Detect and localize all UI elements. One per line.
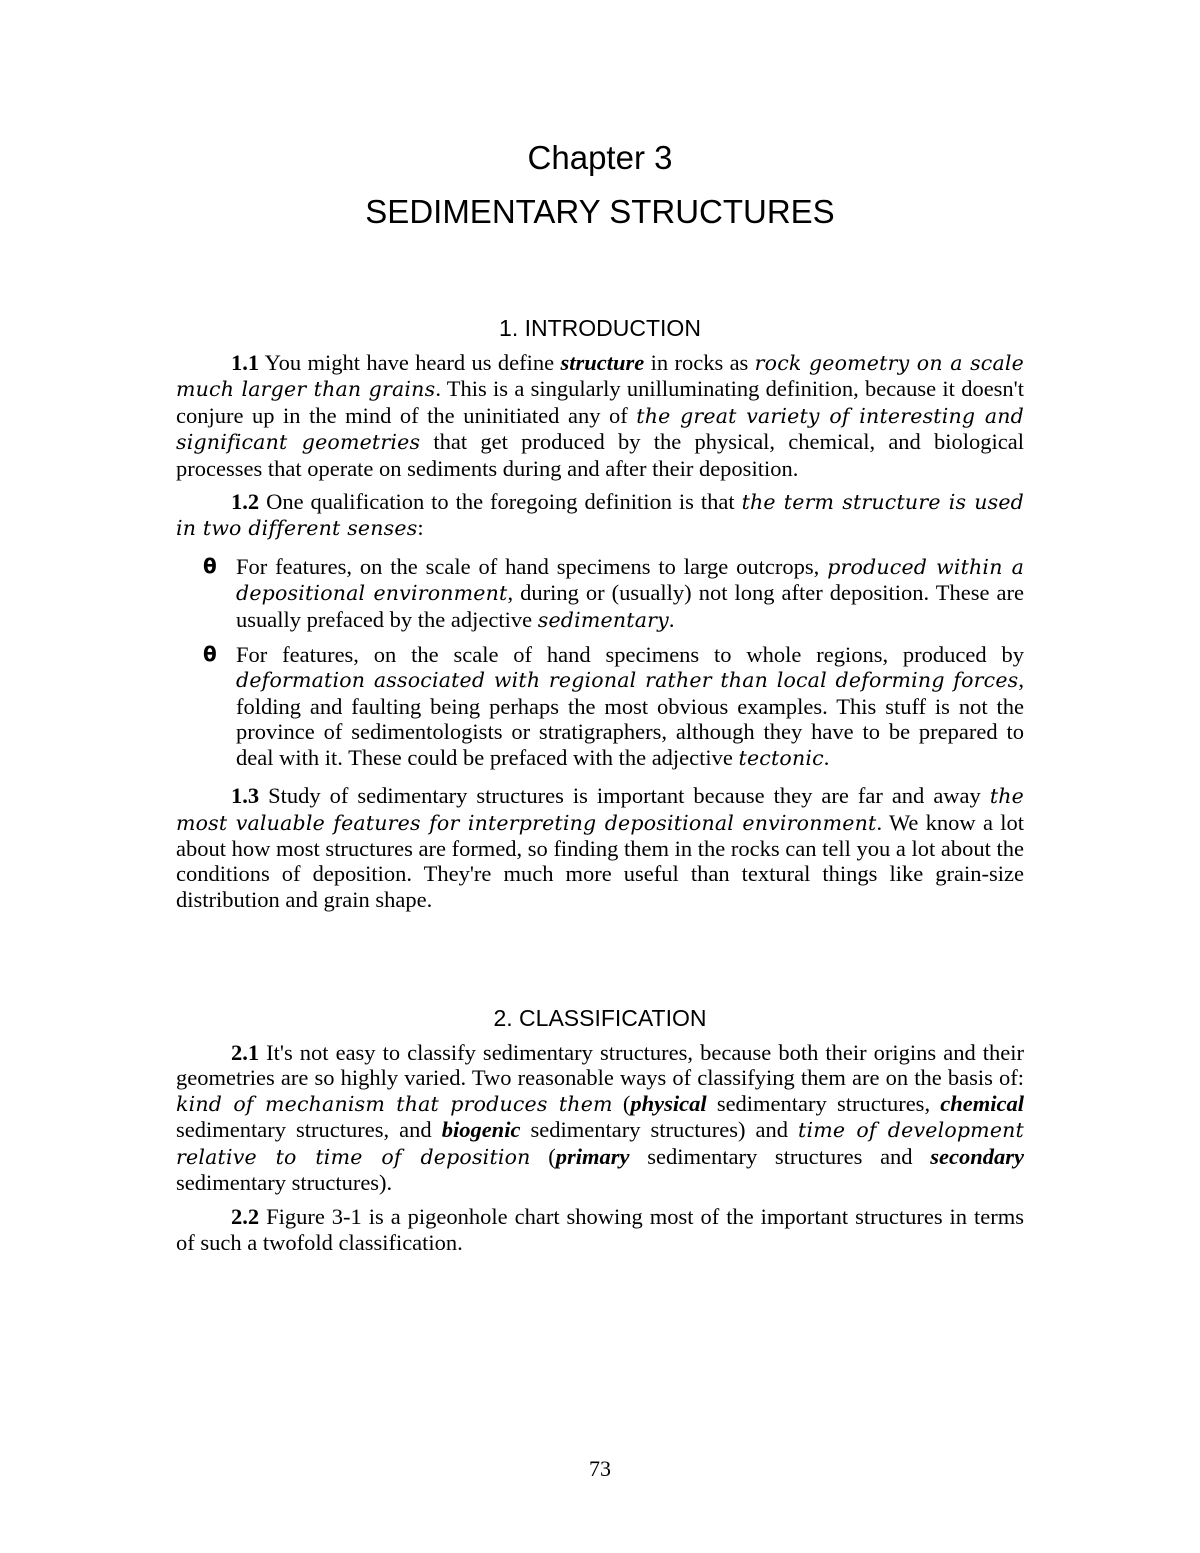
text-run: sedimentary structures) and xyxy=(520,1117,799,1143)
emphasis-phrase: kind of mechanism that produces them xyxy=(176,1091,613,1116)
chapter-label: Chapter 3 xyxy=(527,139,673,176)
text-run: . xyxy=(668,606,675,632)
text-run: sedimentary structures). xyxy=(176,1170,393,1196)
list-item xyxy=(176,642,1024,771)
paragraph-2-2 xyxy=(176,1204,1024,1255)
text-run: One qualification to the foregoing definition is that xyxy=(259,489,742,515)
theta-bullet-icon: θ xyxy=(203,553,217,578)
introduction-body xyxy=(176,350,1024,912)
paragraph-number: 1.2 xyxy=(231,489,260,515)
text-run: , during or (usually) not long after deposition. These are usually prefaced by the adjective xyxy=(236,580,1024,632)
paragraph-number: 1.1 xyxy=(231,350,260,375)
section-heading-introduction: 1. INTRODUCTION xyxy=(499,315,701,341)
paragraph-number: 2.2 xyxy=(231,1204,260,1230)
document-page xyxy=(176,0,1024,1553)
emphasis-term: secondary xyxy=(930,1143,1025,1169)
text-run: . xyxy=(823,744,830,770)
page-number: 73 xyxy=(589,1456,611,1481)
paragraph-1-1 xyxy=(176,350,1024,481)
text-run: . We know a lot about how most structures are formed, so finding them in the rocks can tell you a lot about the conditions of deposition. They're much more useful than textural things like grain-size distribution and grain shape. xyxy=(176,809,1024,912)
text-run: sedimentary structures, xyxy=(706,1090,941,1116)
text-run: sedimentary structures, and xyxy=(176,1117,442,1143)
emphasis-term: primary xyxy=(555,1143,630,1169)
section-heading-classification: 2. CLASSIFICATION xyxy=(493,1005,707,1031)
text-run: that get produced by the physical, chemical, and biological processes that operate on sediments during and after their deposition. xyxy=(176,429,1025,481)
paragraph-number: 2.1 xyxy=(231,1040,260,1065)
paragraph-number: 1.3 xyxy=(231,783,260,809)
text-run: Study of sedimentary structures is important because they are far and away xyxy=(259,783,990,809)
emphasis-phrase: sedimentary xyxy=(537,607,669,632)
emphasis-term: biogenic xyxy=(441,1117,521,1143)
emphasis-phrase: produced within a depositional environment xyxy=(236,554,1024,606)
theta-bullet-icon: θ xyxy=(203,642,217,667)
emphasis-term: structure xyxy=(560,350,645,375)
emphasis-phrase: deformation associated with regional rather than local deforming forces xyxy=(236,668,1019,693)
text-run: It's not easy to classify sedimentary structures, because both their origins and their geometries are so highly varied. Two reasonable ways of classifying them are on the basis of: xyxy=(176,1040,1024,1091)
emphasis-phrase: the great variety of interesting and significant geometries xyxy=(176,403,1024,455)
text-run: For features, on the scale of hand specimens to large outcrops, xyxy=(236,553,828,579)
chapter-title: SEDIMENTARY STRUCTURES xyxy=(365,193,835,230)
emphasis-phrase: tectonic xyxy=(738,745,824,770)
text-run: For features, on the scale of hand specimens to whole regions, produced by xyxy=(236,642,1024,668)
text-run: , folding and faulting being perhaps the most obvious examples. This stuff is not the province of sedimentologists or stratigraphers, although they have to be prepared to deal with it. These could be prefaced with the adjective xyxy=(236,667,1024,770)
paragraph-1-2 xyxy=(176,489,1024,542)
text-run: ( xyxy=(612,1090,631,1116)
senses-list xyxy=(176,554,1024,771)
emphasis-phrase: time of development relative to time of deposition xyxy=(176,1118,1024,1169)
emphasis-phrase: the term structure is used in two different senses xyxy=(176,490,1024,541)
text-run: . This is a singularly unilluminating definition, because it doesn't conjure up in the mind of the uninitiated any of xyxy=(176,376,1024,428)
text-run: ( xyxy=(530,1143,556,1169)
text-run: You might have heard us define xyxy=(259,350,561,375)
text-run: : xyxy=(417,515,424,541)
emphasis-term: physical xyxy=(630,1090,707,1116)
paragraph-1-3 xyxy=(176,783,1024,912)
emphasis-term: chemical xyxy=(940,1090,1024,1116)
list-item xyxy=(176,554,1024,633)
text-run: in rocks as xyxy=(644,350,755,375)
text-run: Figure 3-1 is a pigeonhole chart showing most of the important structures in terms of such a twofold classification. xyxy=(176,1204,1024,1255)
emphasis-phrase: rock geometry on a scale much larger than grains xyxy=(176,351,1024,402)
emphasis-phrase: the most valuable features for interpreting depositional environment xyxy=(176,784,1024,835)
classification-body xyxy=(176,1040,1024,1255)
text-run: sedimentary structures and xyxy=(629,1143,931,1169)
paragraph-2-1 xyxy=(176,1040,1024,1195)
